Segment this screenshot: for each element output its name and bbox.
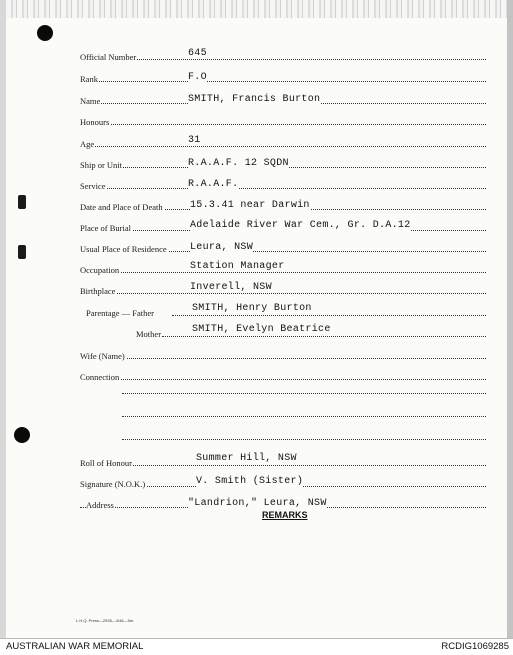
field-usual-residence (80, 238, 486, 254)
field-mother (80, 323, 486, 339)
field-value: R.A.A.F. 12 SQDN (188, 158, 289, 169)
field-name (80, 90, 486, 106)
field-official-number (80, 46, 486, 62)
field-place-of-burial (80, 217, 486, 233)
blank-line (122, 438, 486, 440)
field-value: SMITH, Evelyn Beatrice (192, 324, 331, 335)
field-label: Birthplace (80, 286, 116, 296)
field-label: Parentage — Father (86, 308, 154, 318)
field-age (80, 133, 486, 149)
blank-line (122, 392, 486, 394)
field-honours (80, 111, 486, 127)
field-birthplace (80, 280, 486, 296)
field-label: Rank (80, 74, 98, 84)
field-label: Official Number (80, 52, 137, 62)
remarks-heading: REMARKS (262, 510, 308, 520)
field-label: Date and Place of Death (80, 202, 163, 212)
field-value: 31 (188, 135, 201, 146)
field-value: SMITH, Henry Burton (192, 303, 312, 314)
field-date-place-death (80, 196, 486, 212)
punch-hole (37, 25, 53, 41)
field-value: R.A.A.F. (188, 179, 239, 190)
field-occupation (80, 259, 486, 275)
field-value: V. Smith (Sister) (196, 476, 304, 487)
field-label: Wife (Name) (80, 351, 125, 361)
field-signature (80, 473, 486, 489)
field-value: SMITH, Francis Burton (188, 94, 321, 105)
printer-imprint: L.H.Q. Press—2535—4/46—5m. (76, 618, 135, 623)
field-wife (80, 345, 486, 361)
field-label: Connection (80, 372, 120, 382)
binding-mark (18, 195, 26, 209)
field-value: Inverell, NSW (190, 282, 272, 293)
field-label: Honours (80, 117, 110, 127)
field-label: Age (80, 139, 95, 149)
field-value: Adelaide River War Cem., Gr. D.A.12 (190, 220, 411, 231)
field-value: Leura, NSW (190, 242, 254, 253)
field-connection (80, 366, 486, 382)
field-label: Mother (136, 329, 162, 339)
field-ship-or-unit (80, 154, 486, 170)
field-label: Ship or Unit (80, 160, 123, 170)
scan-left-edge (0, 0, 6, 640)
field-address (80, 494, 486, 510)
scan-top-edge (0, 0, 513, 18)
field-label: Roll of Honour (80, 458, 132, 468)
binding-mark (18, 245, 26, 259)
field-label: Usual Place of Residence (80, 244, 167, 254)
field-label: Service (80, 181, 106, 191)
field-label: Occupation (80, 265, 120, 275)
archive-name: AUSTRALIAN WAR MEMORIAL (6, 641, 144, 652)
field-value: 645 (188, 48, 207, 59)
field-value: Summer Hill, NSW (196, 453, 297, 464)
field-value: 15.3.41 near Darwin (190, 200, 310, 211)
field-value: "Landrion," Leura, NSW (188, 498, 327, 509)
field-label: Signature (N.O.K.) (80, 479, 146, 489)
field-value: F.O (188, 72, 207, 83)
record-id: RCDIG1069285 (441, 641, 509, 652)
field-rank (80, 68, 486, 84)
field-father (80, 302, 486, 318)
field-service (80, 175, 486, 191)
archive-footer (0, 638, 513, 655)
field-roll-of-honour (80, 452, 486, 468)
scan-right-edge (507, 0, 513, 640)
blank-line (122, 415, 486, 417)
field-value: Station Manager (190, 261, 285, 272)
field-label: Place of Burial (80, 223, 131, 233)
field-label: Address (86, 500, 114, 510)
field-label: Name (80, 96, 101, 106)
punch-hole (14, 427, 30, 443)
